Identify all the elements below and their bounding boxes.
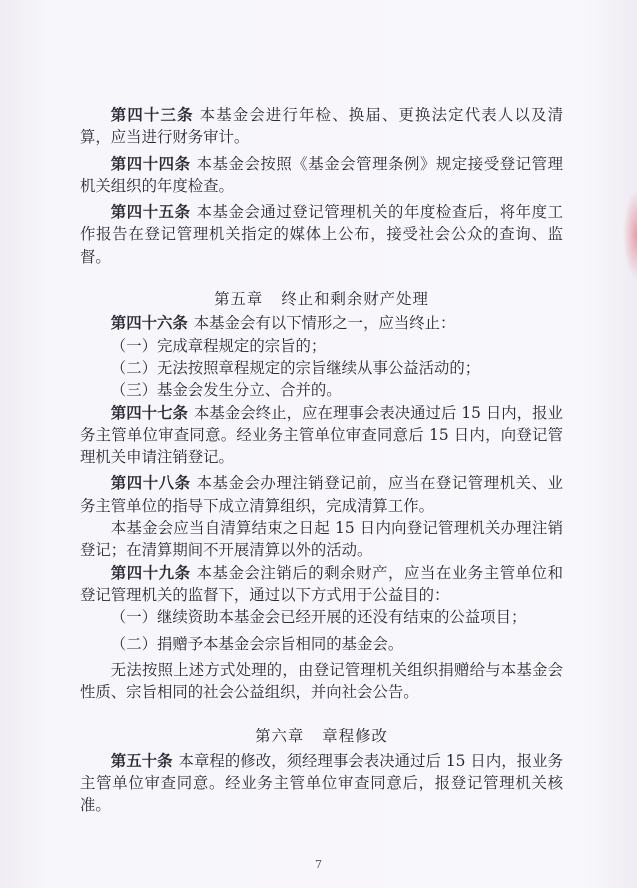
chapter-number: 第六章 <box>255 727 305 746</box>
list-item: （一）完成章程规定的宗旨的； <box>110 336 327 355</box>
article-text: 本基金会有以下情形之一，应当终止： <box>193 314 456 333</box>
chapter-5-heading <box>80 288 563 310</box>
article-heading: 第四十六条 <box>110 314 188 333</box>
article-heading: 第四十八条 <box>110 474 191 493</box>
article-text: 本基金会办理注销登记前，应当在登记管理机关、业务主管单位的指导下成立清算组织，完成清算工作。 <box>80 474 563 515</box>
chapter-title: 章程修改 <box>322 727 388 746</box>
chapter-number: 第五章 <box>214 290 264 309</box>
article-text: 本基金会按照《基金会管理条例》规定接受登记管理机关组织的年度检查。 <box>80 154 563 195</box>
article-48 <box>80 472 563 517</box>
list-item: （二）捐赠予本基金会宗旨相同的基金会。 <box>110 634 404 653</box>
article-49 <box>80 562 563 607</box>
article-heading: 第四十七条 <box>110 403 188 422</box>
article-heading: 第五十条 <box>110 751 173 770</box>
seal-edge-mark <box>623 190 637 280</box>
article-50 <box>80 750 563 817</box>
article-46 <box>80 312 563 334</box>
document-body <box>80 104 563 817</box>
article-text: 本基金会进行年检、换届、更换法定代表人以及清算，应当进行财务审计。 <box>80 106 563 147</box>
article-heading: 第四十九条 <box>110 563 191 582</box>
article-heading: 第四十五条 <box>110 203 191 222</box>
page-number: 7 <box>315 858 322 871</box>
chapter-title: 终止和剩余财产处理 <box>281 290 429 309</box>
article-heading: 第四十四条 <box>110 154 191 173</box>
article-44 <box>80 153 563 198</box>
article-49-continued: 无法按照上述方式处理的，由登记管理机关组织捐赠给与本基金会性质、宗旨相同的社会公益组织，并向社会公告。 <box>80 660 563 702</box>
article-text: 本章程的修改，须经理事会表决通过后 15 日内，报业务主管单位审查同意。经业务主管单位审查同意后，报登记管理机关核准。 <box>80 751 563 815</box>
article-heading: 第四十三条 <box>110 106 194 124</box>
list-item: （二）无法按照章程规定的宗旨继续从事公益活动的； <box>110 358 481 377</box>
chapter-6-heading <box>80 725 563 747</box>
article-text: 本基金会通过登记管理机关的年度检查后，将年度工作报告在登记管理机关指定的媒体上公布，接受社会公众的查询、监督。 <box>80 203 563 266</box>
article-45 <box>80 201 563 268</box>
article-47 <box>80 402 563 469</box>
list-item: （三）基金会发生分立、合并的。 <box>110 381 342 400</box>
article-text: 本基金会终止，应在理事会表决通过后 15 日内，报业务主管单位审查同意。经业务主管单位审查同意后 15 日内，向登记管理机关申请注销登记。 <box>80 403 563 467</box>
article-43 <box>80 104 563 149</box>
list-item: （一）继续资助本基金会已经开展的还没有结束的公益项目； <box>110 608 527 627</box>
article-48-continued: 本基金会应当自清算结束之日起 15 日内向登记管理机关办理注销登记；在清算期间不开展清算以外的活动。 <box>80 519 563 560</box>
article-text: 本基金会注销后的剩余财产，应当在业务主管单位和登记管理机关的监督下，通过以下方式用于公益目的： <box>80 563 563 604</box>
